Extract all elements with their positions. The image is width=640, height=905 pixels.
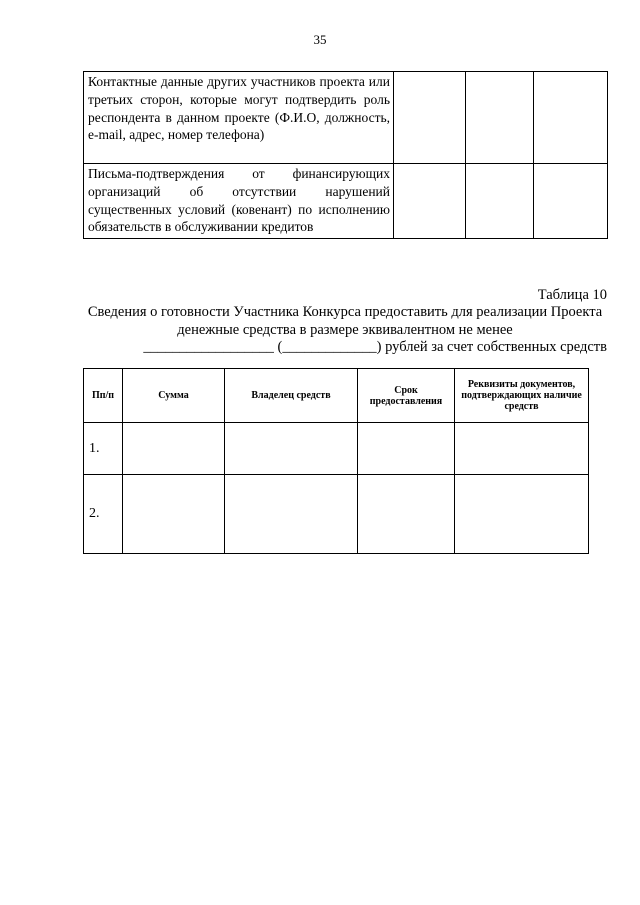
header-documents: Реквизиты документов, подтверждающих наличие средств (455, 369, 589, 423)
table-row (84, 475, 589, 554)
header-term: Срок предоставления (358, 369, 455, 423)
table-title (83, 304, 607, 357)
criterion-confirmation-letters: Письма-подтверждения от финансирующих организаций об отсутствии нарушений существенных условий (ковенант) по исполнению обязательств в обслуживании кредитов (84, 164, 394, 239)
empty-cell (123, 423, 225, 475)
table-row (84, 423, 589, 475)
empty-cell (466, 164, 534, 239)
funds-table (83, 368, 589, 554)
row-number: 1. (84, 423, 123, 475)
empty-cell (394, 164, 466, 239)
empty-cell (394, 72, 466, 164)
table-title-line-2: __________________ (_____________) рублей за счет собственных средств (143, 339, 607, 355)
empty-cell (358, 423, 455, 475)
empty-cell (225, 423, 358, 475)
criterion-contacts: Контактные данные других участников проекта или третьих сторон, которые могут подтвердить роль респондента в данном проекте (Ф.И.О, должность, e-mail, адрес, номер телефона) (84, 72, 394, 164)
empty-cell (455, 423, 589, 475)
empty-cell (358, 475, 455, 554)
empty-cell (455, 475, 589, 554)
empty-cell (225, 475, 358, 554)
header-owner: Владелец средств (225, 369, 358, 423)
empty-cell (534, 164, 608, 239)
empty-cell (123, 475, 225, 554)
table-row (84, 72, 608, 164)
criteria-table (83, 71, 608, 239)
header-row (84, 369, 589, 423)
table-number: Таблица 10 (537, 287, 607, 303)
table-row (84, 164, 608, 239)
page-number: 35 (313, 32, 327, 47)
empty-cell (466, 72, 534, 164)
header-amount: Сумма (123, 369, 225, 423)
header-number: Пп/п (84, 369, 123, 423)
row-number: 2. (84, 475, 123, 554)
empty-cell (534, 72, 608, 164)
table-title-line-1: Сведения о готовности Участника Конкурса предоставить для реализации Проекта денежные средства в размере эквивалентном не менее (87, 304, 603, 338)
